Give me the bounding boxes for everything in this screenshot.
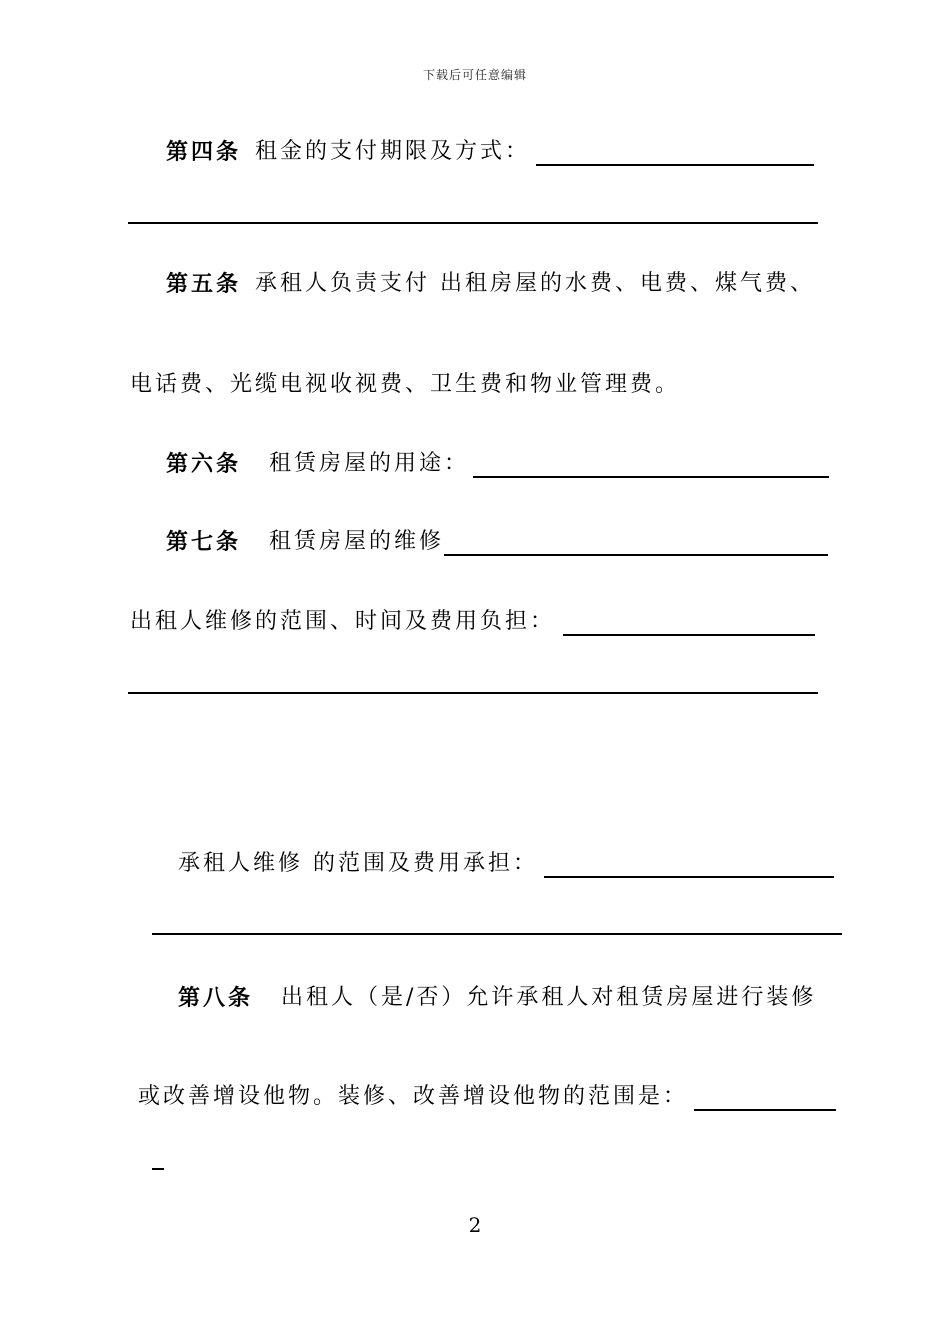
payment-terms-blank-line-2 xyxy=(128,222,818,224)
landlord-maintenance-text: 出租人维修的范围、时间及费用负担： xyxy=(130,609,556,634)
tenant-maintenance-line xyxy=(178,850,834,878)
clause-4-text: 租金的支付期限及方式： xyxy=(255,139,531,164)
clause-8-text: 出租人（是/否）允许承租人对租赁房屋进行装修 xyxy=(281,985,817,1010)
tenant-maintenance-blank xyxy=(544,854,834,878)
page-number: 2 xyxy=(468,1213,482,1237)
landlord-maintenance-blank-line-2 xyxy=(128,692,818,694)
clause-5-text-continued: 电话费、光缆电视收视费、卫生费和物业管理费。 xyxy=(130,372,681,397)
tenant-maintenance-blank-line-2 xyxy=(152,933,842,935)
clause-4 xyxy=(166,138,814,166)
clause-8-text-continued: 或改善增设他物。装修、改善增设他物的范围是： xyxy=(138,1084,689,1109)
clause-6-label: 第六条 xyxy=(166,451,242,477)
clause-7-label: 第七条 xyxy=(166,529,242,555)
maintenance-blank xyxy=(444,532,828,556)
clause-8-line-2 xyxy=(138,1083,836,1111)
document-header: 下载后可任意编辑 xyxy=(422,68,527,82)
clause-4-label: 第四条 xyxy=(166,139,242,165)
clause-5-line-2 xyxy=(130,371,680,399)
renovation-scope-blank xyxy=(694,1087,836,1111)
clause-7 xyxy=(166,528,828,556)
usage-blank xyxy=(473,454,829,478)
clause-8-label: 第八条 xyxy=(178,985,254,1011)
clause-5-text: 承租人负责支付 出租房屋的水费、电费、煤气费、 xyxy=(255,271,816,296)
clause-5-line-1 xyxy=(166,270,815,298)
clause-5-label: 第五条 xyxy=(166,271,242,297)
clause-6-text: 租赁房屋的用途： xyxy=(269,451,470,476)
landlord-maintenance-blank xyxy=(563,612,815,636)
landlord-maintenance-line xyxy=(130,608,815,636)
clause-6 xyxy=(166,450,829,478)
tenant-maintenance-text: 承租人维修 的范围及费用承担： xyxy=(178,851,538,876)
payment-terms-blank xyxy=(536,142,814,166)
renovation-scope-blank-line-2 xyxy=(152,1168,164,1170)
clause-7-text: 租赁房屋的维修 xyxy=(269,529,445,554)
clause-8-line-1 xyxy=(178,984,816,1012)
